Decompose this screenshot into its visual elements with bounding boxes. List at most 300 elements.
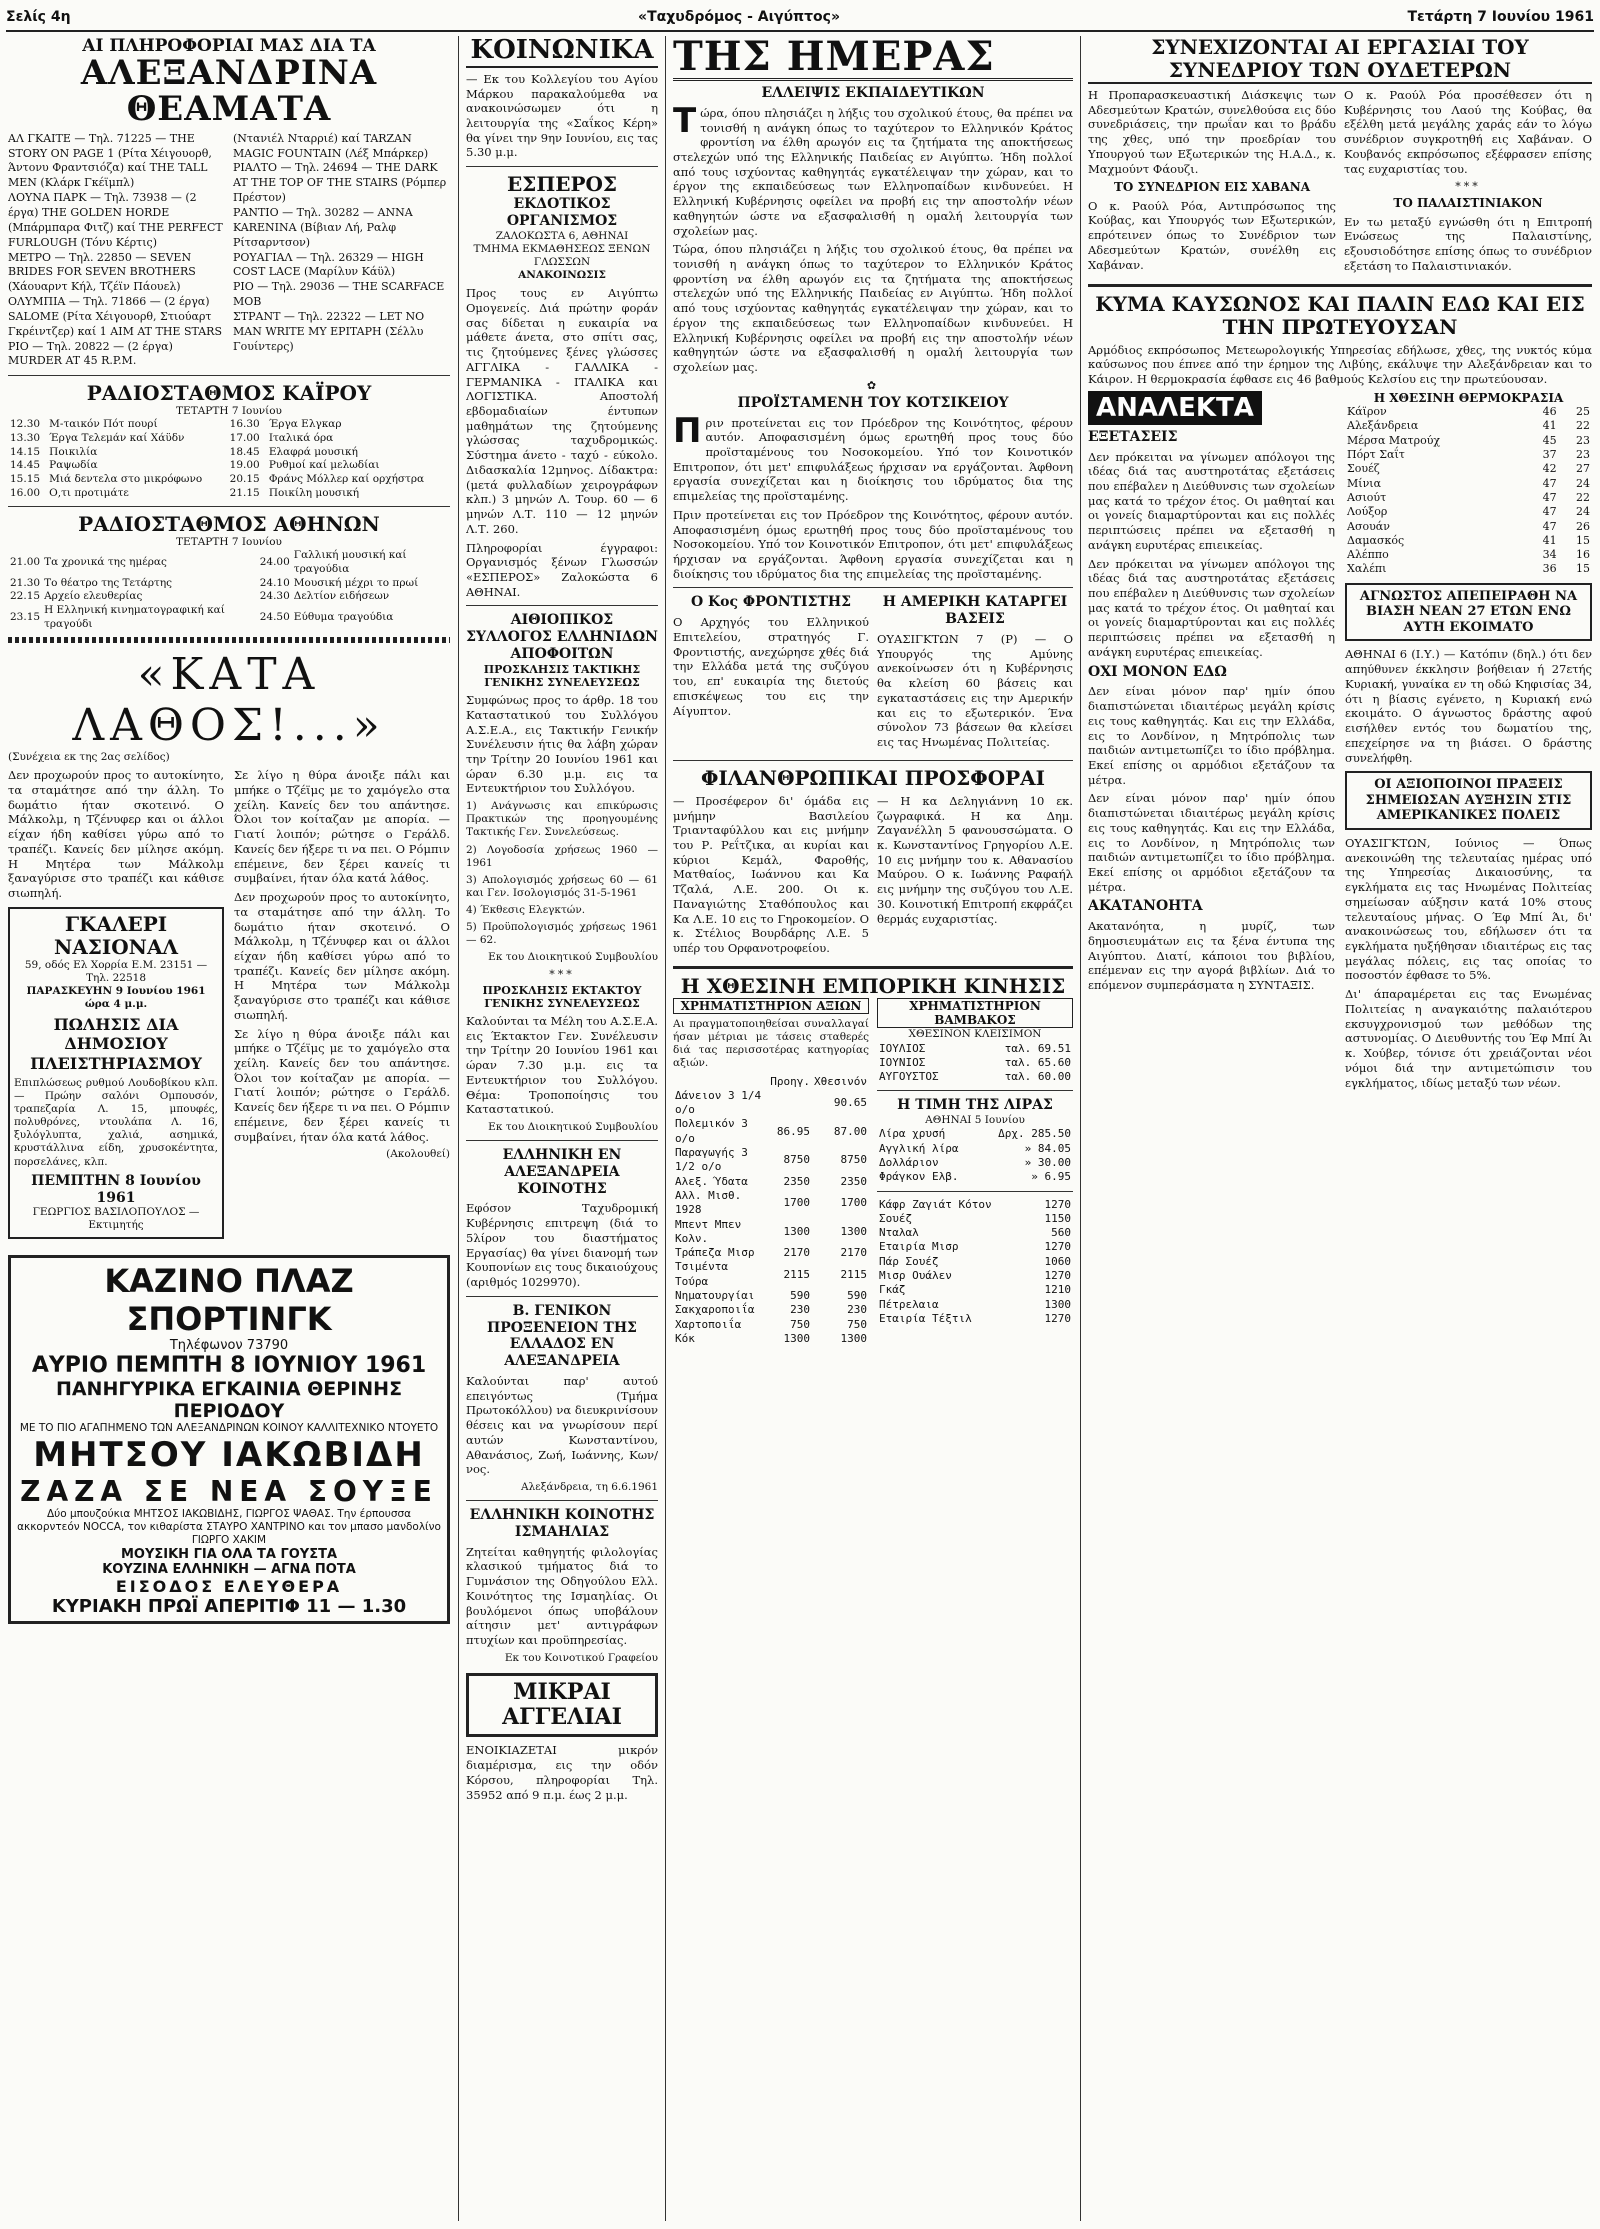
kata-more: (Ακολουθεί) (386, 1148, 450, 1161)
table-cell: 47 (1542, 490, 1557, 504)
table-cell: 2170 (840, 1246, 867, 1260)
share-row (877, 1312, 1073, 1326)
table-cell: Δολλάριον (879, 1156, 939, 1169)
table-cell: 13.30 (10, 432, 41, 445)
incomprehensible-heading: ΑΚΑΤΑΝΟΗΤΑ (1088, 898, 1203, 915)
stock-row (673, 1289, 869, 1303)
kazino-sunday: ΚΥΡΙΑΚΗ ΠΡΩΪ ΑΠΕΡΙΤΙΦ 11 — 1.30 (51, 1596, 407, 1618)
ismailia-heading: ΕΛΛΗΝΙΚΗ ΚΟΙΝΟΤΗΣ ΙΣΜΑΗΛΙΑΣ (469, 1507, 655, 1540)
table-cell: 87.00 (833, 1124, 867, 1138)
espero-heading: ΕΣΠΕΡΟΣ (506, 172, 618, 197)
community-text: Εφόσον Ταχυδρομική Κυβέρνησις επιτρεψη (διά το 5λίρον του διαστήματος Εργασίας) θα γίνει διανομή των Κουπονίων εις τους δικαιούχους (αριθμός 1029970). (466, 1201, 658, 1290)
theatres-heading: ΑΛΕΞΑΝΔΡΙΝΑ ΘΕΑΜΑΤΑ (80, 53, 378, 130)
table-cell: 1150 (1044, 1211, 1071, 1225)
temperature-row (1345, 419, 1592, 433)
table-cell: 750 (790, 1317, 811, 1331)
table-cell: Πόρτ Σαΐτ (1347, 448, 1405, 462)
stock-row (673, 1146, 869, 1175)
cinema-item: ΛΟΥΝΑ ΠΑΡΚ — Τηλ. 73938 — (2 έργα) THE GOLDEN HORDE (Μπάρμπαρα Φιτζ) καί THE PERFECT FURLOUGH (Τόνυ Κέρτις) (8, 191, 223, 249)
consulate-date: Αλεξάνδρεια, τη 6.6.1961 (521, 1481, 658, 1494)
temperature-row (1345, 505, 1592, 519)
cinema-item: ΡΙΟ — Τηλ. 29036 — THE SCARFACE MOB (233, 280, 445, 309)
palestine-heading: ΤΟ ΠΑΛΑΙΣΤΙΝΙΑΚΟΝ (1393, 196, 1543, 211)
association-item: 2) Λογοδοσία χρήσεως 1960 — 1961 (466, 843, 658, 869)
cinema-item: (Ντανιέλ Νταρριέ) καί TARZAN MAGIC FOUNTAIN (Λέξ Μπάρκερ) (233, 131, 429, 160)
table-cell: Η Ελληνική κινηματογραφική καί τραγούδι (44, 603, 225, 630)
pound-sub: ΑΘΗΝΑΙ 5 Ιουνίου (925, 1114, 1025, 1127)
gallery-heading: ΓΚΑΛΕΡΙ ΝΑΣΙΟΝΑΛ (53, 911, 179, 959)
charity-body (673, 790, 1073, 960)
column-rule (458, 36, 459, 2221)
radio-row (8, 549, 450, 576)
table-cell: 750 (847, 1317, 867, 1331)
espero-department: ΤΜΗΜΑ ΕΚΜΑΘΗΣΕΩΣ ΞΕΝΩΝ ΓΛΩΣΣΩΝ (473, 242, 651, 269)
share-row (877, 1198, 1073, 1212)
consulate-heading: Β. ΓΕΝΙΚΟΝ ΠΡΟΞΕΝΕΙΟΝ ΤΗΣ ΕΛΛΑΔΟΣ ΕΝ ΑΛΕΞΑΝΔΡΕΙΑ (487, 1302, 637, 1370)
frontistis-heading: Ο Κος ΦΡΟΝΤΙΣΤΗΣ (690, 594, 852, 611)
kata-continued: (Συνέχεια εκ της 2ας σελίδος) (8, 751, 170, 764)
association-heading: ΑΙΘΙΟΠΙΚΟΣ ΣΥΛΛΟΓΟΣ ΕΛΛΗΝΙΔΩΝ ΑΠΟΦΟΙΤΩΝ (466, 612, 658, 662)
table-cell: ΑΥΓΟΥΣΤΟΣ (879, 1070, 939, 1084)
column-world (1088, 36, 1592, 2216)
frontistis-text: Ο Αρχηγός του Ελληνικού Επιτελείου, στρατηγός Γ. Φροντιστής, ανεχώρησε χθές διά την Ελλάδα μετά της συζύγου του, επ' ευκαιρία της διετούς επισκέψεως του εις την Αίγυπτον. (673, 615, 869, 718)
kazino-zaza: ΖΑΖΑ ΣΕ ΝΕΑ ΣΟΥΞΕ (20, 1474, 438, 1508)
table-cell: 21.00 (10, 556, 41, 569)
info-heading: ΑΙ ΠΛΗΡΟΦΟΡΙΑΙ ΜΑΣ ΔΙΑ ΤΑ (82, 36, 376, 56)
stocks-heading: ΧΡΗΜΑΤΙΣΤΗΡΙΟΝ ΑΞΙΩΝ (673, 998, 869, 1014)
stocks-text: Αι πραγματοποιηθείσαι συναλλαγαί ήσαν μέτριαι με τάσεις σταθερές διά τας περισσοτέρας κατηγορίας αξιών. (673, 1018, 869, 1070)
table-cell: 1300 (783, 1331, 811, 1345)
hospital-heading: ΠΡΟΪΣΤΑΜΕΝΗ ΤΟΥ ΚΟΤΣΙΚΕΙΟΥ (737, 394, 1009, 411)
table-cell: 2170 (783, 1246, 811, 1260)
table-cell: 15 (1576, 562, 1590, 576)
espero-text: Προς τους εν Αιγύπτω Ομογενείς. Διά πρώτην φοράν σας δίδεται η ευκαιρία να μάθετε άνετα, στο σπίτι σας, τις ζητούμενες ξένες γλώσσες ΑΓΓΛΙΚΑ - ΓΑΛΛΙΚΑ - ΓΕΡΜΑΝΙΚΑ - ΙΤΑΛΙΚΑ και ΛΟΓΙΣΤΙΚΑ. Αποστολή εβδομαδιαίων έντυπων μαθημάτων της ζητούμενης γλώσσας ταχυδρομικώς. Σύστημα άνετο - ταχύ - εύκολο. Διδασκαλία 12μηνος. Δίδακτρα: (μετά φυλλαδίων χειρογράφων κλπ.) 3 μηνών Λ. Τουρ. 60 — 6 μηνών Λ.Τ. 110 — 12 μηνών Λ.Τ. 260. (466, 286, 658, 536)
table-cell: 1270 (1044, 1240, 1071, 1254)
charity-heading: ΦΙΛΑΝΘΡΩΠΙΚΑΙ ΠΡΟΣΦΟΡΑΙ (700, 765, 1046, 790)
column-entertainment (8, 36, 450, 2216)
palestine-text: Εν τω μεταξύ εγνώσθη ότι η Επιτροπή Ενώσεως της Παλαιστίνης, εξουσιοδότησε επίσης όπως το συνέδριον εξετάση το Παλαιστινιακόν. (1344, 214, 1592, 273)
table-cell: Εταιρία Μισρ (879, 1240, 959, 1254)
havana-text: Ο κ. Ραούλ Ρόα, Αντιπρόσωπος της Κούβας, και Υπουργός των Εξωτερικών, επρότεινεν όπως το Συνέδριον των Αδεσμεύτων Κρατών, συνέλθη εις Χαβάναν. (1088, 198, 1336, 272)
cinema-item: ΜΕΤΡΟ — Τηλ. 22850 — SEVEN BRIDES FOR SEVEN BROTHERS (Χάουαρντ Κήλ, Τζέϊν Πάουελ) (8, 250, 196, 294)
table-cell: Δελτίον ειδήσεων (293, 590, 390, 603)
table-cell: Ποικίλη μουσική (268, 486, 360, 499)
table-cell: » 84.05 (1024, 1141, 1071, 1155)
table-cell: Νταλαλ (879, 1226, 919, 1240)
table-cell: 47 (1542, 519, 1557, 533)
kazino-artist: ΜΗΤΣΟΥ ΙΑΚΩΒΙΔΗ (33, 1434, 425, 1475)
pound-row (877, 1170, 1073, 1184)
lower-world (1088, 391, 1592, 1094)
cinema-item: ΡΙΟ — Τηλ. 20822 — (2 έργα) MURDER AT 45 R.P.M. (8, 339, 173, 368)
temperature-table (1345, 405, 1592, 577)
page-header (6, 4, 1594, 32)
table-cell: 560 (1051, 1226, 1071, 1240)
stock-row (673, 1089, 869, 1118)
radio-row (8, 604, 450, 631)
pound-row (877, 1142, 1073, 1156)
table-cell: 18.45 (229, 445, 260, 458)
table-cell: 23 (1576, 448, 1590, 462)
radio-row (8, 418, 450, 432)
table-cell: Κάϊρον (1347, 405, 1387, 419)
cinema-item: ΡΙΑΛΤΟ — Τηλ. 24694 — THE DARK AT THE TOP OF THE STAIRS (Ρόμπερ Πρέστον) (233, 161, 447, 205)
espero-sub: ΕΚΔΟΤΙΚΟΣ ΟΡΓΑΝΙΣΜΟΣ (506, 196, 618, 229)
temperature-row (1345, 491, 1592, 505)
auctioneer: ΓΕΩΡΓΙΟΣ ΒΑΣΙΛΟΠΟΥΛΟΣ — Εκτιμητής (32, 1206, 200, 1232)
table-cell: 36 (1542, 562, 1557, 576)
association-item: 3) Απολογισμός χρήσεως 60 — 61 και Γεν. Ισολογισμός 31-5-1961 (466, 873, 658, 899)
table-cell: Παραγωγής 3 1/2 ο/ο (675, 1146, 748, 1174)
table-cell: Αγγλική λίρα (879, 1141, 959, 1155)
table-cell: Ελαφρά μουσική (268, 445, 358, 458)
analekta-heading: ΑΝΑΛΕΚΤΑ (1088, 391, 1262, 425)
cotton-row (877, 1070, 1073, 1084)
table-cell: 24.10 (259, 576, 290, 589)
radio-cairo-table (8, 418, 450, 500)
not-only-here-heading: ΟΧΙ ΜΟΝΟΝ ΕΔΩ (1088, 663, 1227, 680)
cotton-heading: ΧΡΗΜΑΤΙΣΤΗΡΙΟΝ ΒΑΜΒΑΚΟΣ (877, 998, 1073, 1029)
kata-text: Δεν προχωρούν προς το αυτοκίνητο, τα σταμάτησε από την άλλη. Το δωμάτιο ήταν σκοτεινό. Ο Μάλκολμ, η Τζένυφερ και οι άλλοι είχαν ήδη καθίσει γύρω από το τραπέζι. Κανείς δεν μίλησε ακόμη. Η Μητέρα των Μάλκολμ ξαναγύρισε στο τραπέζι και κάθισε σιωπηλή. (234, 890, 450, 1022)
stock-row (673, 1175, 869, 1189)
assault-text: ΑΘΗΝΑΙ 6 (Ι.Υ.) — Κατόπιν (δηλ.) ότι δεν απηύθυνεν έκκλησιν βοήθειαν ή 27ετής Κυριακή, γυναίκα εν τη οδώ Κηφισίας 34, ότι η βίασις εγένετο, η Κυριακή ενώ εκοιμάτο. Ο άγνωστος δράστης αφού εισήλθεν εντός του δωματίου της, επεχείρησε να τη βιάσει. Ο δράστης συνελήφθη. (1345, 647, 1592, 765)
table-cell: Δρχ. 285.50 (998, 1127, 1071, 1141)
conference-heading: ΣΥΝΕΧΙΖΟΝΤΑΙ ΑΙ ΕΡΓΑΣΙΑΙ ΤΟΥ ΣΥΝΕΔΡΙΟΥ ΤΩΝ ΟΥΔΕΤΕΡΩΝ (1088, 36, 1592, 84)
radio-athens-table (8, 549, 450, 631)
table-cell: Μ-ταικόν Πότ πουρί (49, 418, 158, 431)
conference-text: Η Προπαρασκευαστική Διάσκεψις των Αδεσμεύτων Κρατών, συνελθούσα εις δύο συνεδριάσεις, την πρωΐαν και το βράδυ της χθες, υπό την προεδρίαν του Υπουργού των Εξωτερικών της Η.Α.Δ., κ. Μαχμούντ Φάουζι. (1088, 88, 1336, 176)
table-cell: ΙΟΥΛΙΟΣ (879, 1041, 926, 1055)
gallery-address: 59, οδός Ελ Χορρία Ε.Μ. 23151 — Τηλ. 22518 (24, 958, 208, 984)
share-row (877, 1226, 1073, 1240)
table-cell: 47 (1542, 505, 1557, 519)
table-cell: 8750 (840, 1153, 867, 1167)
conference-body: Η Προπαρασκευαστική Διάσκεψις των Αδεσμεύτων Κρατών, συνελθούσα εις δύο συνεδριάσεις, την πρωΐαν και το βράδυ της χθες, υπό την προεδρίαν του Υπουργού των Εξωτερικών της Η.Α.Δ., κ. Μαχμούντ Φάουζι. ΤΟ ΣΥΝΕΔΡΙΟΝ ΕΙΣ ΧΑΒΑΝΑ Ο κ. Ραούλ Ρόα, Αντιπρόσωπος της Κούβας, και Υπουργός των Εξωτερικών, επρότεινεν όπως το Συνέδριον των Αδεσμεύτων Κρατών, συνέλθη εις Χαβάναν. Ο κ. Ραούλ Ρόα προσέθεσεν ότι η Κυβέρνησις του Λαού της Κούβας, θα εξέλθη μετά μεγάλης χαράς εάν το λόγω συνέδριον συγκροτηθή εις Χαβάναν. Ο Κουβανός εκπρόσωπος εξέφρασεν επίσης τας ευχαριστίας του. *** ΤΟ ΠΑΛΑΙΣΤΙΝΙΑΚΟΝ Εν τω μεταξύ εγνώσθη ότι η Επιτροπή Ενώσεως της Παλαιστίνης, εξουσιοδότησε επίσης όπως το συνέδριον εξετάση το Παλαιστινιακόν. (1088, 88, 1592, 273)
table-cell: Χαλέπι (1347, 562, 1387, 576)
incomprehensible-text: Ακατανόητα, η μυρίζ, των δημοσιευμάτων εις τα ξένα έντυπα της Αιγύπτου. Διατί, κάποιοι του βιβλίου, επέμεναν εις την αγορά βιβλίων. Διά το επόμενον συμπεράσματα η ΣΥΝΤΑΞΙΣ. (1088, 919, 1335, 993)
table-cell: Το θέατρο της Τετάρτης (44, 576, 173, 589)
table-cell: Πολεμικόν 3 ο/ο (675, 1117, 748, 1145)
table-cell: 19.00 (229, 459, 260, 472)
classifieds-heading: ΜΙΚΡΑΙ ΑΓΓΕΛΙΑΙ (502, 1678, 622, 1731)
cinema-item: ΣΤΡΑΝΤ — Τηλ. 22322 — LET NO MAN WRITE MY EPITAPH (Σέλλυ Γουίντερς) (233, 309, 425, 353)
table-cell: Αλεξ. Ύδατα (675, 1174, 748, 1188)
kazino-ad (8, 1255, 450, 1625)
charity-text: — Η κα Δεληγιάννη 10 εκ. ζωγραφικά. Η κα Δημ. Ζαγανέλλη 5 φανουσσώματα. Ο κ. Κωνσταντίνος Γρηγορίου Λ.Ε. 10 εις μνήμην του κ. Αθανασίου Μαύρου. Ο κ. Ιωάννης Ραφαήλ εις μνήμην της συζύγου του Λ.Ε. 30. Κοινοτική Επιτροπή εκφράζει θερμάς ευχαριστίας. (877, 793, 1073, 926)
radio-cairo-day: ΤΕΤΑΡΤΗ 7 Ιουνίου (176, 405, 282, 418)
table-cell: 24.50 (259, 610, 290, 623)
table-cell: 41 (1542, 533, 1557, 547)
stock-row (673, 1246, 869, 1260)
kazino-entry: ΕΙΣΟΔΟΣ ΕΛΕΥΘΕΡΑ (115, 1577, 343, 1597)
kata-text: Σε λίγο η θύρα άνοιξε πάλι και μπήκε ο Τζέϊμς με το χαμόγελο στα χείλη. Κανείς δεν του απάντησε. Όλοι τον κοίταζαν με απορία. — Γιατί λοιπόν; ρώτησε ο Γεράλδ. Κανείς δεν ήξερε τι να πει. Ο Ρόμπιν επέμεινε, δεν ξέρει κανείς τι συμβαίνει, ήταν όλα κατά λάθος. (234, 768, 450, 886)
not-only-here-text: Δεν είναι μόνον παρ' ημίν όπου διαπιστώνεται ιδιαιτέρως μεγάλη κρίσις εις τους καθηγητάς. Και εις την Ελλάδα, εις το Λονδίνον, η Μητρόπολις των παιδιών αντιμετωπίζει το ίδιο πρόβλημα. Εκεί επίσης οι αρμόδιοι εξετάζουν τα μέτρα. (1088, 684, 1335, 787)
table-cell: Ο,τι προτιμάτε (49, 486, 129, 499)
pound-row (877, 1156, 1073, 1170)
temperature-row (1345, 462, 1592, 476)
espero-announcement: ΑΝΑΚΟΙΝΩΣΙΣ (518, 269, 606, 282)
table-cell: 1700 (840, 1196, 867, 1210)
extraordinary-heading: ΠΡΟΣΚΛΗΣΙΣ ΕΚΤΑΚΤΟΥ ΓΕΝΙΚΗΣ ΣΥΝΕΛΕΥΣΕΩΣ (482, 983, 642, 1010)
column-social: ΚΟΙΝΩΝΙΚΑ — Εκ του Κολλεγίου του Αγίου Μάρκου παρακαλούμεθα να ανακοινώσωμεν ότι η λειτουργία της «Σαΐκος Κέρη» θα γίνει την 9ην Ιουνίου, εις τας 5.30 μ.μ. ΕΣΠΕΡΟΣ ΕΚΔΟΤΙΚΟΣ ΟΡΓΑΝΙΣΜΟΣ ΖΑΛΟΚΩΣΤΑ 6, ΑΘΗΝΑΙ ΤΜΗΜΑ ΕΚΜΑΘΗΣΕΩΣ ΞΕΝΩΝ ΓΛΩΣΣΩΝ ΑΝΑΚΟΙΝΩΣΙΣ Προς τους εν Αιγύπτω Ομογενείς. Διά πρώτην φοράν σας δίδεται η ευκαιρία να μάθετε άνετα, στο σπίτι σας, τις ζητούμενες ξένες γλώσσες ΑΓΓΛΙΚΑ - ΓΑΛΛΙΚΑ - ΓΕΡΜΑΝΙΚΑ - ΙΤΑΛΙΚΑ και ΛΟΓΙΣΤΙΚΑ. Αποστολή εβδομαδιαίων έντυπων μαθημάτων της ζητούμενης γλώσσας ταχυδρομικώς. Σύστημα άνετο - ταχύ - εύκολο. Διδασκαλία 12μηνος. Δίδακτρα: (μετά φυλλαδίων χειρογράφων κλπ.) 3 μηνών Λ. Τουρ. 60 — 6 μηνών Λ.Τ. 110 — 12 μηνών Λ.Τ. 260. Πληροφορίαι έγγραφοι: Οργανισμός ξένων Γλωσσών «ΕΣΠΕΡΟΣ» Ζαλοκώστα 6 ΑΘΗΝΑΙ. ΑΙΘΙΟΠΙΚΟΣ ΣΥΛΛΟΓΟΣ ΕΛΛΗΝΙΔΩΝ ΑΠΟΦΟΙΤΩΝ ΠΡΟΣΚΛΗΣΙΣ ΤΑΚΤΙΚΗΣ ΓΕΝΙΚΗΣ ΣΥΝΕΛΕΥΣΕΩΣ Συμφώνως προς το άρθρ. 18 του Καταστατικού του Συλλόγου Α.Σ.Ε.Α., εις Τακτικήν Γενικήν Συνέλευσιν ήτις θα λάβη χώραν την Τρίτην 20 Ιουνίου 1961 και ώραν 6.30 μ.μ. εις τα Εντευκτήριον του Συλλόγου. 1) Ανάγνωσις και επικύρωσις Πρακτικών της προηγουμένης Τακτικής Γεν. Συνελεύσεως. 2) Λογοδοσία χρήσεως 1960 — 1961 3) Απολογισμός χρήσεως 60 — 61 και Γεν. Ισολογισμός 31-5-1961 4) Έκθεσις Ελεγκτών. 5) Προϋπολογισμός χρήσεως 1961 — 62. Εκ του Διοικητικού Συμβουλίου *** ΠΡΟΣΚΛΗΣΙΣ ΕΚΤΑΚΤΟΥ ΓΕΝΙΚΗΣ ΣΥΝΕΛΕΥΣΕΩΣ Καλούνται τα Μέλη του Α.Σ.Ε.Α. εις Έκτακτον Γεν. Συνέλευσιν την Τρίτην 20 Ιουνίου 1961 και ώραν 7.30 μ.μ. εις τα Εντευκτήριον του Συλλόγου. Θέμα: Τροποποίησις του Καταστατικού. Εκ του Διοικητικού Συμβουλίου ΕΛΛΗΝΙΚΗ ΕΝ ΑΛΕΞΑΝΔΡΕΙΑ ΚΟΙΝΟΤΗΣ Εφόσον Ταχυδρομική Κυβέρνησις επιτρεψη (διά το 5λίρον του διαστήματος Εργασίας) θα γίνει διανομή των Κουπονίων εις τους δικαιούχους (αριθμός 1029970). Β. ΓΕΝΙΚΟΝ ΠΡΟΞΕΝΕΙΟΝ ΤΗΣ ΕΛΛΑΔΟΣ ΕΝ ΑΛΕΞΑΝΔΡΕΙΑ Καλούνται παρ' αυτού επειγόντως (Τμήμα Πρωτοκόλλου) να διευκρινίσουν θέσεις και να γνωρίσουν περί αυτών Κωνσταντίνου, Αθανάσιος, Ζωή, Ιωάννης, Κων/νος. Αλεξάνδρεια, τη 6.6.1961 ΕΛΛΗΝΙΚΗ ΚΟΙΝΟΤΗΣ ΙΣΜΑΗΛΙΑΣ Ζητείται καθηγητής φιλολογίας κλασικού τμήματος διά το Γυμνάσιον της Οδηγούλου Ελλ. Κοινότητος της Ισμαηλίας. Οι βουλόμενοι όπως υποβάλουν αίτησιν μετ' αντιγράφων πτυχίων και προϋπηρεσίας. Εκ του Κοινοτικού Γραφείου ΜΙΚΡΑΙ ΑΓΓΕΛΙΑΙ ΕΝΟΙΚΙΑΖΕΤΑΙ μικρόν διαμέρισμα, εις την οδόν Κόρσου, πληροφορίαι Τηλ. 35952 από 9 π.μ. έως 2 μ.μ. (466, 36, 658, 1802)
table-cell (768, 1089, 812, 1118)
association-item: 5) Προϋπολογισμός χρήσεως 1961 — 62. (466, 921, 658, 947)
table-cell: ταλ. 60.00 (1004, 1070, 1071, 1084)
stock-row (673, 1318, 869, 1332)
temperature-row (1345, 548, 1592, 562)
table-cell: 1700 (783, 1196, 811, 1210)
table-cell: Ιταλικά όρα (268, 432, 334, 445)
social-text: — Εκ του Κολλεγίου του Αγίου Μάρκου παρακαλούμεθα να ανακοινώσωμεν ότι η λειτουργία της «Σαΐκος Κέρη» θα γίνει την 9ην Ιουνίου, εις τας 5.30 μ.μ. (466, 71, 658, 160)
issue-date: Τετάρτη 7 Ιουνίου 1961 (1407, 9, 1594, 25)
table-cell: Πάρ Σουέζ (879, 1254, 939, 1268)
temperature-row (1345, 562, 1592, 576)
table-cell: 16.30 (229, 418, 260, 431)
cinema-item: ΡΑΝΤΙΟ — Τηλ. 30282 — ANNA KARENINA (Βίβιαν Λή, Ραλφ Ρίτσαρντσον) (233, 205, 413, 249)
table-cell: ΙΟΥΝΙΟΣ (879, 1055, 926, 1069)
association-item: 1) Ανάγνωσις και επικύρωσις Πρακτικών της προηγουμένης Τακτικής Γεν. Συνελεύσεως. (466, 800, 658, 839)
table-cell: Τα χρονικά της ημέρας (44, 556, 167, 569)
table-cell: 23 (1576, 433, 1590, 447)
table-cell: Εύθυμα τραγούδια (293, 610, 394, 623)
radio-athens-day: ΤΕΤΑΡΤΗ 7 Ιουνίου (176, 536, 282, 549)
table-cell: Ασιούτ (1347, 490, 1387, 504)
share-row (877, 1298, 1073, 1312)
temperature-row (1345, 534, 1592, 548)
shares-table (877, 1198, 1073, 1327)
table-cell: 230 (790, 1303, 811, 1317)
table-cell: 15 (1576, 533, 1590, 547)
table-cell: 2350 (783, 1174, 811, 1188)
kata-text: Σε λίγο η θύρα άνοιξε πάλι και μπήκε ο Τζέϊμς με το χαμόγελο στα χείλη. Κανείς δεν του απάντησε. Όλοι τον κοίταζαν με απορία. — Γιατί λοιπόν; ρώτησε ο Γεράλδ. Κανείς δεν ήξερε τι να πει. Ο Ρόμπιν επέμεινε, δεν ξέρει κανείς τι συμβαίνει, ήταν όλα κατά λάθος. (234, 1026, 450, 1144)
stock-row (673, 1218, 869, 1247)
table-cell: Μουσική μέχρι το πρωί (293, 576, 419, 589)
table-cell: 590 (847, 1289, 867, 1303)
radio-row (8, 459, 450, 473)
table-cell: 1300 (783, 1224, 811, 1238)
cinema-list-left (8, 132, 225, 370)
hospital-text: Πριν προτείνεται εις τον Πρόεδρον της Κοινότητος, φέρουν αυτόν. Αποφασισμένη όμως ερωτηθή προς τους δύο προϊσταμένους του Νοσοκομείου. Υπό τον Κοινοτικόν Επιτροπον, ότι μετ' επιφυλάξεως ήρχισαν να εργάζονται. Άφθονη εργασία συνεχίζεται και η διοίκησις του ιδρύματος δια της επιμελείας της προϊσταμένης. (673, 410, 1073, 504)
table-cell: ταλ. 65.60 (1004, 1055, 1071, 1069)
table-cell: Μίνια (1347, 476, 1382, 490)
association-item: 4) Έκθεσις Ελεγκτών. (466, 904, 586, 917)
classified-text: ΕΝΟΙΚΙΑΖΕΤΑΙ μικρόν διαμέρισμα, εις την οδόν Κόρσου, πληροφορίαι Τηλ. 35952 από 9 π.μ. έως 2 μ.μ. (466, 1743, 658, 1802)
heatwave-text: Αρμόδιος εκπρόσωπος Μετεωρολογικής Υπηρεσίας εδήλωσε, χθες, της νυκτός κύμα καύσωνος που έπνεε από την έρημον της Λιβύης, εκάλυψε την Αλεξάνδρειαν και το Κάιρον. Η θερμοκρασία έφθασε εις 46 βαθμούς Κελσίου εις την πρωτεύουσαν. (1088, 342, 1592, 387)
stock-row (673, 1303, 869, 1317)
bases-heading: Η ΑΜΕΡΙΚΗ ΚΑΤΑΡΓΕΙ ΒΑΣΕΙΣ (882, 594, 1068, 628)
table-cell: ταλ. 69.51 (1004, 1041, 1071, 1055)
cinema-item: ΑΛ ΓΚΑΙΤΕ — Τηλ. 71225 — THE STORY ON PAGE 1 (Ρίτα Χέιγουορθ, Άντονυ Φραντσιόζα) καί THE TALL MEN (Κλάρκ Γκέϊμπλ) (8, 131, 212, 190)
table-header: Προηγ. (770, 1074, 811, 1088)
table-cell: Εταιρία Τέξτιλ (879, 1311, 972, 1325)
extraordinary-sign: Εκ του Διοικητικού Συμβουλίου (488, 1120, 658, 1133)
column-rule (665, 36, 666, 2221)
temperature-row (1345, 405, 1592, 419)
havana-heading: ΤΟ ΣΥΝΕΔΡΙΟΝ ΕΙΣ ΧΑΒΑΝΑ (1113, 180, 1311, 195)
table-cell: Ασουάν (1347, 519, 1390, 533)
hospital-text: Πριν προτείνεται εις τον Πρόεδρον της Κοινότητος, φέρουν αυτόν. Αποφασισμένη όμως ερωτηθή προς τους δύο προϊσταμένους του Νοσοκομείου. Υπό τον Κοινοτικόν Επιτροπον, ότι μετ' επιφυλάξεως ήρχισαν να εργάζονται. Άφθονη εργασία συνεχίζεται και η διοίκησις του ιδρύματος δια της επιμελείας της προϊσταμένης. (673, 507, 1073, 581)
table-cell: 45 (1542, 433, 1557, 447)
cotton-table (877, 1042, 1073, 1085)
table-cell: 2115 (783, 1267, 811, 1281)
kazino-phone: Τηλέφωνον 73790 (169, 1337, 289, 1353)
table-cell: 16 (1576, 548, 1590, 562)
table-cell: 25 (1576, 405, 1590, 419)
exams-text: Δεν πρόκειται να γίνωμεν απόλογοι της ιδέας διά τας αυστηροτάτας εξετάσεις που επέβαλεν η Διεύθυνσις των σχολείων μας κατά το τρέχον έτος. Οι μαθηταί και οι γονείς διαμαρτύρονται και εις πολλές περιπτώσεις πρέπει να εξετασθή η ανάγκη ευρυτέρας επιεικείας. (1088, 556, 1335, 659)
table-cell: Κάφρ Ζαγιάτ Κότον (879, 1197, 992, 1211)
day-heading: ΤΗΣ ΗΜΕΡΑΣ (673, 36, 1073, 81)
temperature-row (1345, 434, 1592, 448)
page-number: Σελίς 4η (6, 9, 71, 25)
kata-lathos-body (8, 764, 450, 1244)
table-cell: Νηματουργίαι (675, 1289, 755, 1303)
kazino-title: ΚΑΖΙΝΟ ΠΛΑΖ ΣΠΟΡΤΙΝΓΚ (104, 1261, 354, 1338)
radio-row (8, 577, 450, 591)
temperature-row (1345, 477, 1592, 491)
bases-text: ΟΥΑΣΙΓΚΤΩΝ 7 (Ρ) — Ο Υπουργός της Αμύνης ανεκοίνωσεν ότι η Κυβέρνησις θα κλείση 60 βάσεις και εγκαταστάσεις εις την Αμερικήν και εις το εξωτερικόν. Ένα σύνολον 73 βάσεων θα κλείσει εις τας Ηνωμένας Πολιτείας. (877, 632, 1073, 750)
table-cell: Αλεξάνδρεια (1347, 419, 1419, 433)
table-cell: 590 (790, 1289, 811, 1303)
table-cell: Δαμασκός (1347, 533, 1405, 547)
radio-athens-heading: ΡΑΔΙΟΣΤΑΘΜΟΣ ΑΘΗΝΩΝ (78, 512, 380, 537)
table-cell: 1210 (1044, 1283, 1071, 1297)
table-cell: 22 (1576, 490, 1590, 504)
conference-text: Ο κ. Ραούλ Ρόα προσέθεσεν ότι η Κυβέρνησις του Λαού της Κούβας, θα εξέλθη μετά μεγάλης χαράς εάν το λόγω συνέδριον συγκροτηθή εις Χαβάναν. Ο Κουβανός εκπρόσωπος εξέφρασεν επίσης τας ευχαριστίας του. (1344, 88, 1592, 176)
cinema-item: ΡΟΥΑΓΙΑΛ — Τηλ. 26329 — HIGH COST LACE (Μαρίλυν Κάϋλ) (233, 250, 424, 279)
temperature-row (1345, 520, 1592, 534)
table-cell: Μπεντ Μπεν Κολν. (675, 1217, 742, 1245)
ismailia-text: Ζητείται καθηγητής φιλολογίας κλασικού τμήματος διά το Γυμνάσιον της Οδηγούλου Ελλ. Κοινότητος της Ισμαηλίας. Οι βουλόμενοι όπως υποβάλουν αίτησιν μετ' αντιγράφων πτυχίων και προϋπηρεσίας. (466, 1544, 658, 1648)
column-rule (1080, 36, 1081, 2221)
table-cell: 1300 (1044, 1297, 1071, 1311)
table-cell: 12.30 (10, 418, 41, 431)
table-cell: Λίρα χρυσή (879, 1127, 946, 1141)
exams-heading: ΕΞΕΤΑΣΕΙΣ (1088, 428, 1178, 445)
table-cell: 230 (847, 1303, 867, 1317)
table-cell: 46 (1542, 405, 1557, 419)
table-cell: Τράπεζα Μισρ (675, 1246, 755, 1260)
table-cell: 1270 (1044, 1197, 1071, 1211)
kazino-event: ΠΑΝΗΓΥΡΙΚΑ ΕΓΚΑΙΝΙΑ ΘΕΡΙΝΗΣ ΠΕΡΙΟΔΟΥ (55, 1377, 403, 1422)
table-cell: » 6.95 (1031, 1170, 1071, 1184)
teachers-heading: ΕΛΛΕΙΨΙΣ ΕΚΠΑΙΔΕΥΤΙΚΩΝ (761, 85, 985, 101)
table-cell: 21.15 (229, 486, 260, 499)
teachers-text: Τώρα, όπου πλησιάζει η λήξις του σχολικού έτους, θα πρέπει να τονισθή η ανάγκη όπως το ταχύτερον το Ελληνικόν Κράτος φροντίση να έλθη αρωγόν εις τα ζητήματα της αποκτήσεως στελεχών υπό της Ελληνικής Παιδείας εν Αιγύπτω. Ήδη πολλοί από τους ισχύοντας καθηγητάς εγκατέλειψαν την χώραν, και το έργον της εκπαιδεύσεως των Ελληνοπαίδων κινδυνεύει. Η Ελληνική Κυβέρνησις οφείλει να προβή εις την αποστολήν νέων καθηγητών ώστε να εξασφαλισθή η ομαλή λειτουργία των σχολείων μας. (673, 242, 1073, 375)
temperature-heading: Η ΧΘΕΣΙΝΗ ΘΕΡΜΟΚΡΑΣΙΑ (1373, 390, 1564, 405)
association-sub: ΠΡΟΣΚΛΗΣΙΣ ΤΑΚΤΙΚΗΣ ΓΕΝΙΚΗΣ ΣΥΝΕΛΕΥΣΕΩΣ (483, 662, 641, 689)
table-cell: Φράγκον Ελβ. (879, 1170, 959, 1184)
table-cell: Γκάζ (879, 1283, 906, 1297)
table-cell: Τσιμέντα Τούρα (675, 1260, 728, 1288)
table-cell: 24.00 (259, 556, 290, 569)
table-cell: 42 (1542, 462, 1557, 476)
association-sign: Εκ του Διοικητικού Συμβουλίου (488, 951, 658, 964)
kata-lathos-heading: «ΚΑΤΑ ΛΑΘΟΣ!...» (72, 649, 386, 752)
column-day: ΤΗΣ ΗΜΕΡΑΣ ΕΛΛΕΙΨΙΣ ΕΚΠΑΙΔΕΥΤΙΚΩΝ Τώρα, όπου πλησιάζει η λήξις του σχολικού έτους, θα πρέπει να τονισθή η ανάγκη όπως το ταχύτερον το Ελληνικόν Κράτος φροντίση να έλθη αρωγόν εις τα ζητήματα της αποκτήσεως στελεχών υπό της Ελληνικής Παιδείας εν Αιγύπτω. Ήδη πολλοί από τους ισχύοντας καθηγητάς εγκατέλειψαν την χώραν, και το έργον της εκπαιδεύσεως των Ελληνοπαίδων κινδυνεύει. Η Ελληνική Κυβέρνησις οφείλει να προβή εις την αποστολήν νέων καθηγητών ώστε να εξασφαλισθή η ομαλή λειτουργία των σχολείων μας. Τώρα, όπου πλησιάζει η λήξις του σχολικού έτους, θα πρέπει να τονισθή η ανάγκη όπως το ταχύτερον το Ελληνικόν Κράτος φροντίση να έλθη αρωγόν εις τα ζητήματα της αποκτήσεως στελεχών υπό της Ελληνικής Παιδείας εν Αιγύπτω. Ήδη πολλοί από τους ισχύοντας καθηγητάς εγκατέλειψαν την χώραν, και το έργον της εκπαιδεύσεως των Ελληνοπαίδων κινδυνεύει. Η Ελληνική Κυβέρνησις οφείλει να προβή εις την αποστολήν νέων καθηγητών ώστε να εξασφαλισθή η ομαλή λειτουργία των σχολείων μας. ✿ ΠΡΟΪΣΤΑΜΕΝΗ ΤΟΥ ΚΟΤΣΙΚΕΙΟΥ Πριν προτείνεται εις τον Πρόεδρον της Κοινότητος, φέρουν αυτόν. Αποφασισμένη όμως ερωτηθή προς τους δύο προϊσταμένους του Νοσοκομείου. Υπό τον Κοινοτικόν Επιτροπον, ότι μετ' επιφυλάξεως ήρχισαν να εργάζονται. Άφθονη εργασία συνεχίζεται και η διοίκησις του ιδρύματος δια της επιμελείας της προϊσταμένης. Πριν προτείνεται εις τον Πρόεδρον της Κοινότητος, φέρουν αυτόν. Αποφασισμένη όμως ερωτηθή προς τους δύο προϊσταμένους του Νοσοκομείου. Υπό τον Κοινοτικόν Επιτροπον, ότι μετ' επιφυλάξεως ήρχισαν να εργάζονται. Άφθονη εργασία συνεχίζεται και η διοίκησις του ιδρύματος δια της επιμελείας της προϊσταμένης. Ο Κος ΦΡΟΝΤΙΣΤΗΣ Ο Αρχηγός του Ελληνικού Επιτελείου, στρατηγός Γ. Φροντιστής, ανεχώρησε χθές διά την Ελλάδα μετά της συζύγου του, επ' ευκαιρία της διετούς επισκέψεως του εις την Αίγυπτον. Η ΑΜΕΡΙΚΗ ΚΑΤΑΡΓΕΙ ΒΑΣΕΙΣ ΟΥΑΣΙΓΚΤΩΝ 7 (Ρ) — Ο Υπουργός της Αμύνης ανεκοίνωσεν ότι η Κυβέρνησις θα κλείση 60 βάσεις και εγκαταστάσεις εις την Αμερικήν και εις το εξωτερικόν. Ένα σύνολον 73 βάσεων θα κλείσει εις τας Ηνωμένας Πολιτείας. ΦΙΛΑΝΘΡΩΠΙΚΑΙ ΠΡΟΣΦΟΡΑΙ — Προσέφερον δι' όμάδα εις μνήμην Βασιλείου Τριανταφύλλου και εις μνήμην του Ρ. Ρεΐτζικα, αι κυρίαι και κύριοι Κεμάλ, Φαροθής, Ματθαίος, Ιωάννου και Κα Τζαλά, Λ.Ε. 200. Οι κ. Παναγιώτης Σταθόπουλος και Κα Λ.Ε. 10 εις το Γηροκομείον. Ο κ. Στέλιος Βουρδάρης Λ.Ε. 5 υπέρ του Ορφανοτροφείου. — Η κα Δεληγιάννη 10 εκ. ζωγραφικά. Η κα Δημ. Ζαγανέλλη 5 φανουσσώματα. Ο κ. Κωνσταντίνος Γρηγορίου Λ.Ε. 10 εις μνήμην του κ. Αθανασίου Μαύρου. Ο κ. Ιωάννης Ραφαήλ εις μνήμην της συζύγου του Λ.Ε. 30. Κοινοτική Επιτροπή εκφράζει θερμάς ευχαριστίας. Η ΧΘΕΣΙΝΗ ΕΜΠΟΡΙΚΗ ΚΙΝΗΣΙΣ ΧΡΗΜΑΤΙΣΤΗΡΙΟΝ ΑΞΙΩΝ Αι πραγματοποιηθείσαι συναλλαγαί ήσαν μέτριαι με τάσεις σταθερές διά τας περισσοτέρας κατηγορίας αξιών. Προηγ. Χθεσινόν Δάνειον 3 1/4 ο/ο 90.65 Πολεμικόν 3 ο/ο 86.95 87.00 Παραγωγής 3 1/2 ο/ο 8750 8750 Αλεξ. Ύδατα 2350 2350 Αλλ. Μισθ. 1928 1700 1700 Μπεντ Μπεν Κολν. 1300 1300 Τράπεζα Μισρ 2170 2170 Τσιμέντα Τούρα 2115 2115 Νηματουργίαι 590 590 Σακχαροποιΐα 230 230 Χαρτοποιΐα 750 750 Κόκ 1300 1300 ΧΡΗΜΑΤΙΣΤΗΡΙΟΝ ΒΑΜΒΑΚΟΣ ΧΘΕΣΙΝΟΝ ΚΛΕΙΣΙΜΟΝ ΙΟΥΛΙΟΣ ταλ. 69.51 ΙΟΥΝΙΟΣ ταλ. 65.60 ΑΥΓΟΥΣΤΟΣ ταλ. 60.00 Η ΤΙΜΗ ΤΗΣ ΛΙΡΑΣ ΑΘΗΝΑΙ 5 Ιουνίου Λίρα χρυσή Δρχ. 285.50 Αγγλική λίρα » 84.05 Δολλάριον » 30.00 Φράγκον Ελβ. » 6.95 Κάφρ Ζαγιάτ Κότον 1270 Σουέζ 1150 Νταλαλ 560 Εταιρία Μισρ 1270 Πάρ Σουέζ 1060 Μισρ Ουάλεν 1270 Γκάζ 1210 Πέτρελαια 1300 Εταιρία Τέξτιλ 1270 (673, 36, 1073, 1345)
radio-row (8, 473, 450, 487)
auction-text: Επιπλώσεως ρυθμού Λουδοβίκου κλπ. — Πρώην σαλόνι Ομπουσόν, τραπεζαρία Λ. 15, μπουφές, πολυθρόνες, ντουλάπα Λ. 16, ξυλόγλυπτα, χαλιά, ασημικά, κρυστάλλινα είδη, χρυσοκέντητα, πορσελάνες, κλπ. (14, 1076, 218, 1168)
stock-row (673, 1189, 869, 1218)
charity-text: — Προσέφερον δι' όμάδα εις μνήμην Βασιλείου Τριανταφύλλου και εις μνήμην του Ρ. Ρεΐτζικα, αι κυρίαι και κύριοι Κεμάλ, Φαροθής, Ματθαίος, Ιωάννου και Κα Τζαλά, Λ.Ε. 200. Οι κ. Παναγιώτης Σταθόπουλος και Κα Λ.Ε. 10 εις το Γηροκομείον. Ο κ. Στέλιος Βουρδάρης Λ.Ε. 5 υπέρ του Ορφανοτροφείου. (673, 793, 869, 955)
stock-row (673, 1260, 869, 1289)
table-cell: Μισρ Ουάλεν (879, 1269, 952, 1283)
table-cell: 21.30 (10, 576, 41, 589)
kazino-kitchen: ΚΟΥΖΙΝΑ ΕΛΛΗΝΙΚΗ — ΑΓΝΑ ΠΟΤΑ (102, 1562, 356, 1578)
table-cell: Μιά δεντελα στο μικρόφωνο (49, 472, 203, 485)
kazino-music: ΜΟΥΣΙΚΗ ΓΙΑ ΟΛΑ ΤΑ ΓΟΥΣΤΑ (120, 1547, 338, 1563)
table-cell: 16.00 (10, 486, 41, 499)
newspaper-name: «Ταχυδρόμος - Αιγύπτος» (638, 9, 841, 25)
pound-table (877, 1127, 1073, 1184)
assault-heading: ΑΓΝΩΣΤΟΣ ΑΠΕΠΕΙΡΑΘΗ ΝΑ ΒΙΑΣΗ ΝΕΑΝ 27 ΕΤΩΝ ΕΝΩ ΑΥΤΗ ΕΚΟΙΜΑΤΟ (1359, 588, 1578, 635)
market-body (673, 998, 1073, 1347)
news-pair (673, 594, 1073, 753)
radio-cairo-heading: ΡΑΔΙΟΣΤΑΘΜΟΣ ΚΑΪΡΟΥ (86, 381, 372, 406)
table-cell: Ραψωδία (49, 459, 98, 472)
share-row (877, 1240, 1073, 1254)
table-cell: 22 (1576, 419, 1590, 433)
table-cell: Σουέζ (1347, 462, 1380, 476)
table-cell: Κόκ (675, 1331, 695, 1345)
table-cell: Γαλλική μουσική καί τραγούδια (293, 549, 407, 575)
kazino-detail: Δύο μπουζούκια ΜΗΤΣΟΣ ΙΑΚΩΒΙΔΗΣ, ΓΙΩΡΓΟΣ ΨΑΘΑΣ. Την έρπουσσα ακκορντεόν NOCCA, τον κιθαρίστα ΣΤΑΥΡΟ ΧΑΝΤΡΙΝΟ και τον μπασο μανδολίνο ΓΙΩΡΓΟ ΧΑΚΙΜ (17, 1507, 441, 1546)
stock-row (673, 1332, 869, 1346)
radio-row (8, 487, 450, 501)
share-row (877, 1255, 1073, 1269)
table-cell: 22.15 (10, 590, 41, 603)
table-cell: 24 (1576, 476, 1590, 490)
radio-row (8, 432, 450, 446)
kata-text: Δεν προχωρούν προς το αυτοκίνητο, τα σταμάτησε από την άλλη. Το δωμάτιο ήταν σκοτεινό. Ο Μάλκολμ, η Τζένυφερ και οι άλλοι είχαν ήδη καθίσει γύρω από το τραπέζι. Κανείς δεν μίλησε ακόμη. Η Μητέρα των Μάλκολμ ξαναγύρισε στο τραπέζι και κάθισε σιωπηλή. (8, 768, 224, 901)
pound-heading: Η ΤΙΜΗ ΤΗΣ ΛΙΡΑΣ (897, 1097, 1053, 1114)
table-cell: Δάνειον 3 1/4 ο/ο (675, 1088, 762, 1117)
table-cell: 17.00 (229, 432, 260, 445)
table-cell: Σακχαροποιΐα (675, 1303, 755, 1317)
table-cell: Αρχείο ελευθερίας (44, 590, 143, 603)
cotton-row (877, 1042, 1073, 1056)
table-cell: 24.30 (259, 590, 290, 603)
table-cell: Ρυθμοί καί μελωδίαι (268, 459, 380, 472)
kazino-date: ΑΥΡΙΟ ΠΕΜΠΤΗ 8 ΙΟΥΝΙΟΥ 1961 (31, 1352, 427, 1378)
pound-row (877, 1127, 1073, 1141)
cotton-row (877, 1056, 1073, 1070)
crime-heading: ΟΙ ΑΞΙΟΠΟΙΝΟΙ ΠΡΑΞΕΙΣ ΣΗΜΕΙΩΣΑΝ ΑΥΞΗΣΙΝ ΣΤΙΣ ΑΜΕΡΙΚΑΝΙΚΕΣ ΠΟΛΕΙΣ (1365, 777, 1572, 824)
table-cell: 90.65 (833, 1096, 867, 1110)
kazino-with: ΜΕ ΤΟ ΠΙΟ ΑΓΑΠΗΜΕΝΟ ΤΩΝ ΑΛΕΞΑΝΔΡΙΝΩΝ ΚΟΙΝΟΥ ΚΑΛΛΙΤΕΧΝΙΚΟ ΝΤΟΥΕΤΟ (19, 1421, 439, 1434)
association-text: Συμφώνως προς το άρθρ. 18 του Καταστατικού του Συλλόγου Α.Σ.Ε.Α., εις Τακτικήν Γενικήν Συνέλευσιν ήτις θα λάβη χώραν την Τρίτην 20 Ιουνίου 1961 και ώραν 6.30 μ.μ. εις τα Εντευκτήριον του Συλλόγου. (466, 693, 658, 796)
market-heading: Η ΧΘΕΣΙΝΗ ΕΜΠΟΡΙΚΗ ΚΙΝΗΣΙΣ (680, 973, 1066, 998)
table-cell: » 30.00 (1024, 1156, 1071, 1169)
teachers-text: Τώρα, όπου πλησιάζει η λήξις του σχολικού έτους, θα πρέπει να τονισθή η ανάγκη όπως το ταχύτερον το Ελληνικόν Κράτος φροντίση να έλθη αρωγόν εις τα ζητήματα της αποκτήσεως στελεχών υπό της Ελληνικής Παιδείας εν Αιγύπτω. Ήδη πολλοί από τους ισχύοντας καθηγητάς εγκατέλειψαν την χώραν, και το έργον της εκπαιδεύσεως των Ελληνοπαίδων κινδυνεύει. Η Ελληνική Κυβέρνησις οφείλει να προβή εις την αποστολήν νέων καθηγητών ώστε να εξασφαλισθή η ομαλή λειτουργία των σχολείων μας. (673, 100, 1073, 238)
table-cell: 14.15 (10, 445, 41, 458)
table-cell: 26 (1576, 519, 1590, 533)
crime-text: Δι' άπαραμέρεται εις τας Ενωμένας Πολιτείας η αναγκαιότης παλαιότερου εκσυγχρονισμού των μεθόδων της αστυνομίας. Ο Διευθυντής του Έφ Μπί Άι κ. Χούβερ, τόνισε ότι χρειάζονται νέοι νόμοι διά την αντιμετώπισιν του εγκλήματος, ιδίως μεταξύ των νέων. (1345, 987, 1592, 1090)
table-cell: 1270 (1044, 1311, 1071, 1325)
espero-info: Πληροφορίαι έγγραφοι: Οργανισμός ξένων Γλωσσών «ΕΣΠΕΡΟΣ» Ζαλοκώστα 6 ΑΘΗΝΑΙ. (466, 540, 658, 599)
table-cell: 41 (1542, 419, 1557, 433)
table-cell: Σουέζ (879, 1211, 913, 1225)
table-cell: Αλλ. Μισθ. 1928 (675, 1188, 742, 1217)
table-cell: Ποικιλία (49, 445, 98, 458)
auction-date: ΠΕΜΠΤΗΝ 8 Ιουνίου 1961 (31, 1172, 201, 1206)
table-cell: 8750 (783, 1153, 811, 1167)
cinema-item: ΟΛΥΜΠΙΑ — Τηλ. 71866 — (2 έργα) SALOME (Ρίτα Χέιγουορθ, Στιούαρτ Γκρέιντζερ) καί 1 AIM AT THE STARS (8, 295, 222, 338)
cinema-list-right (233, 132, 450, 370)
exams-text: Δεν πρόκειται να γίνωμεν απόλογοι της ιδέας διά τας αυστηροτάτας εξετάσεις που επέβαλεν η Διεύθυνσις των σχολείων μας κατά το τρέχον έτος. Οι μαθηταί και οι γονείς διαμαρτύρονται και εις πολλές περιπτώσεις πρέπει να εξετασθή η ανάγκη ευρυτέρας επιεικείας. (1088, 449, 1335, 552)
cinema-listings (8, 132, 450, 370)
share-row (877, 1212, 1073, 1226)
table-cell: Έργα Τελεμάν καί Χάϋδν (49, 432, 185, 445)
